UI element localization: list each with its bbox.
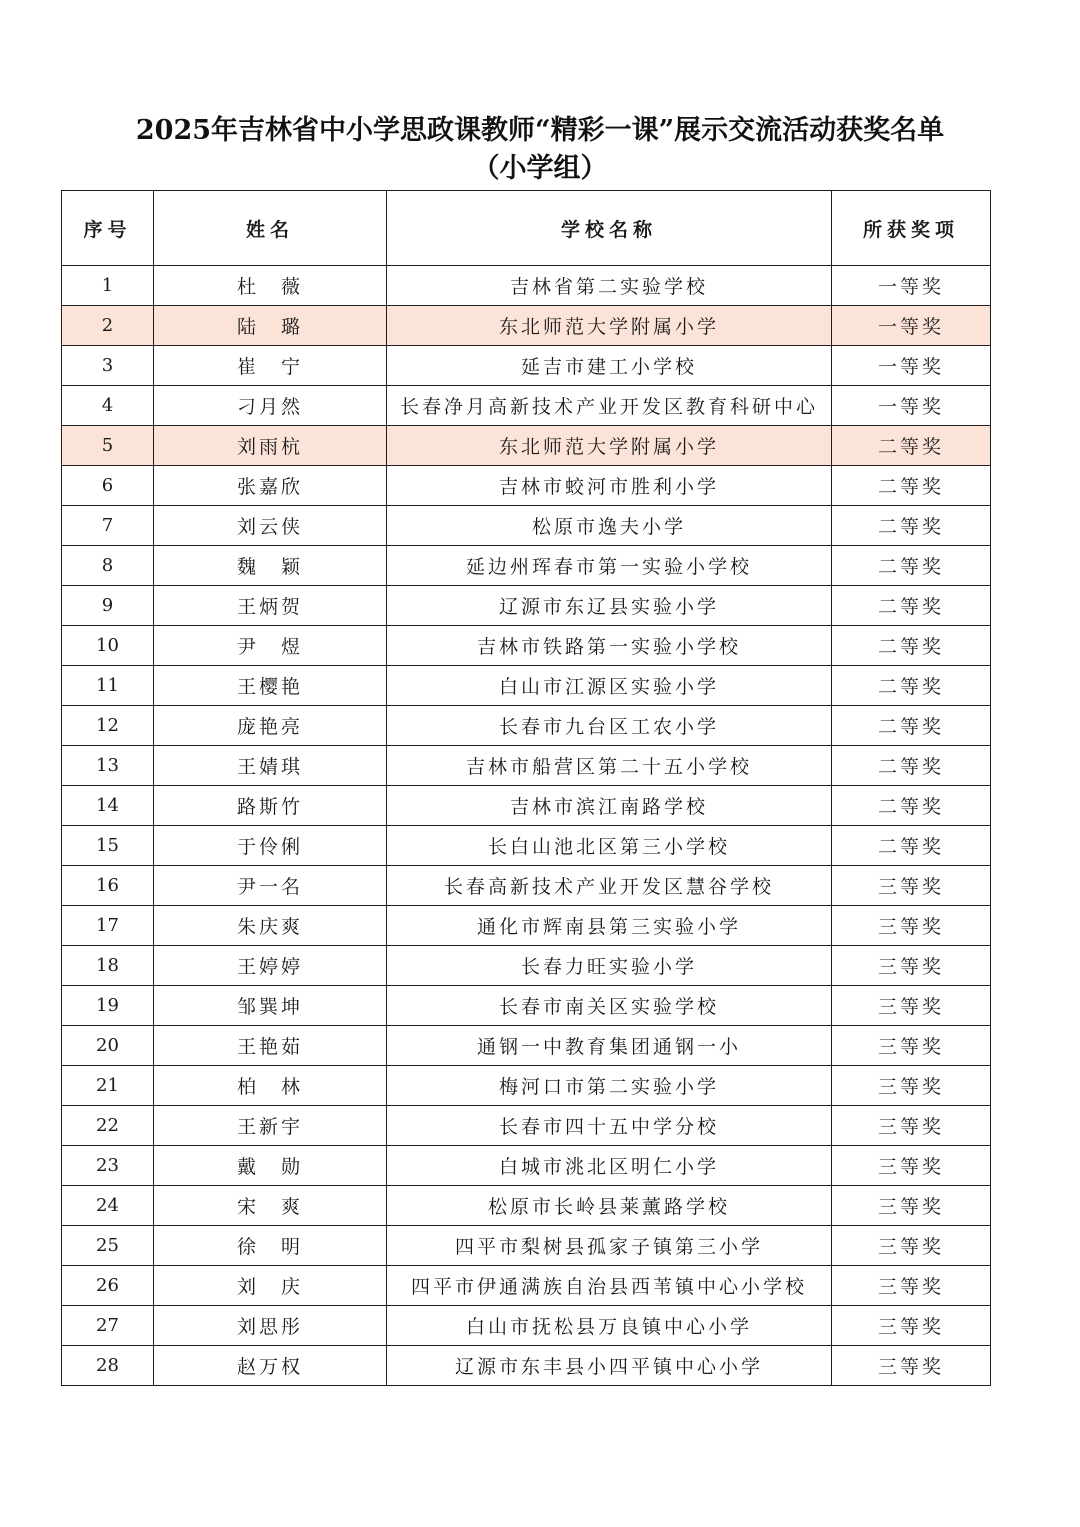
- page-subtitle: （小学组）: [472, 153, 608, 184]
- cell-school: 梅河口市第二实验小学: [387, 1066, 832, 1106]
- cell-award: 三等奖: [832, 1066, 991, 1106]
- cell-award: 一等奖: [832, 266, 991, 306]
- cell-school: 延吉市建工小学校: [387, 346, 832, 386]
- cell-no: 12: [62, 706, 154, 746]
- cell-no: 17: [62, 906, 154, 946]
- cell-no: 18: [62, 946, 154, 986]
- cell-school: 长春力旺实验小学: [387, 946, 832, 986]
- table-row: [62, 1186, 991, 1226]
- table-body: [62, 266, 991, 1386]
- table-row: [62, 346, 991, 386]
- cell-school: 吉林省第二实验学校: [387, 266, 832, 306]
- cell-school: 长春市南关区实验学校: [387, 986, 832, 1026]
- table-header-row: [62, 191, 991, 266]
- cell-no: 2: [62, 306, 154, 346]
- cell-award: 三等奖: [832, 986, 991, 1026]
- cell-name: 王樱艳: [154, 666, 387, 706]
- table-row: [62, 1026, 991, 1066]
- cell-name: 王婷婷: [154, 946, 387, 986]
- cell-award: 二等奖: [832, 426, 991, 466]
- cell-award: 二等奖: [832, 466, 991, 506]
- cell-school: 东北师范大学附属小学: [387, 426, 832, 466]
- cell-name: 刁月然: [154, 386, 387, 426]
- cell-name: 刘思彤: [154, 1306, 387, 1346]
- cell-award: 三等奖: [832, 1186, 991, 1226]
- table-row: [62, 746, 991, 786]
- table-row: [62, 1226, 991, 1266]
- cell-name: 宋 爽: [154, 1186, 387, 1226]
- cell-no: 15: [62, 826, 154, 866]
- cell-name: 魏 颖: [154, 546, 387, 586]
- cell-award: 二等奖: [832, 786, 991, 826]
- cell-school: 吉林市船营区第二十五小学校: [387, 746, 832, 786]
- cell-no: 21: [62, 1066, 154, 1106]
- cell-school: 白城市洮北区明仁小学: [387, 1146, 832, 1186]
- cell-award: 三等奖: [832, 946, 991, 986]
- cell-name: 王炳贺: [154, 586, 387, 626]
- cell-no: 20: [62, 1026, 154, 1066]
- cell-name: 张嘉欣: [154, 466, 387, 506]
- cell-name: 刘云侠: [154, 506, 387, 546]
- cell-award: 三等奖: [832, 866, 991, 906]
- cell-award: 一等奖: [832, 386, 991, 426]
- cell-award: 一等奖: [832, 346, 991, 386]
- cell-award: 一等奖: [832, 306, 991, 346]
- cell-award: 三等奖: [832, 1026, 991, 1066]
- table-row: [62, 1306, 991, 1346]
- header-name: 姓名: [154, 191, 387, 266]
- table-row: [62, 706, 991, 746]
- cell-no: 1: [62, 266, 154, 306]
- cell-no: 22: [62, 1106, 154, 1146]
- cell-name: 杜 薇: [154, 266, 387, 306]
- cell-school: 吉林市铁路第一实验小学校: [387, 626, 832, 666]
- cell-no: 10: [62, 626, 154, 666]
- cell-name: 徐 明: [154, 1226, 387, 1266]
- cell-school: 长春净月高新技术产业开发区教育科研中心: [387, 386, 832, 426]
- cell-school: 白山市抚松县万良镇中心小学: [387, 1306, 832, 1346]
- cell-award: 二等奖: [832, 626, 991, 666]
- cell-school: 长春市九台区工农小学: [387, 706, 832, 746]
- cell-school: 长白山池北区第三小学校: [387, 826, 832, 866]
- cell-school: 吉林市蛟河市胜利小学: [387, 466, 832, 506]
- cell-award: 三等奖: [832, 906, 991, 946]
- cell-award: 三等奖: [832, 1226, 991, 1266]
- table-row: [62, 1266, 991, 1306]
- cell-school: 松原市逸夫小学: [387, 506, 832, 546]
- cell-school: 辽源市东辽县实验小学: [387, 586, 832, 626]
- cell-no: 13: [62, 746, 154, 786]
- cell-award: 三等奖: [832, 1266, 991, 1306]
- cell-name: 刘 庆: [154, 1266, 387, 1306]
- cell-no: 26: [62, 1266, 154, 1306]
- cell-school: 通化市辉南县第三实验小学: [387, 906, 832, 946]
- cell-no: 4: [62, 386, 154, 426]
- cell-award: 三等奖: [832, 1306, 991, 1346]
- cell-award: 二等奖: [832, 746, 991, 786]
- cell-award: 三等奖: [832, 1106, 991, 1146]
- cell-school: 通钢一中教育集团通钢一小: [387, 1026, 832, 1066]
- cell-name: 尹 煜: [154, 626, 387, 666]
- awards-table: [61, 190, 991, 1386]
- cell-no: 27: [62, 1306, 154, 1346]
- cell-name: 崔 宁: [154, 346, 387, 386]
- table-row: [62, 1346, 991, 1386]
- cell-award: 二等奖: [832, 826, 991, 866]
- table-row: [62, 386, 991, 426]
- cell-award: 二等奖: [832, 506, 991, 546]
- cell-school: 长春市四十五中学分校: [387, 1106, 832, 1146]
- cell-school: 东北师范大学附属小学: [387, 306, 832, 346]
- header-award: 所获奖项: [832, 191, 991, 266]
- table-row: [62, 786, 991, 826]
- table-row: [62, 906, 991, 946]
- cell-award: 二等奖: [832, 546, 991, 586]
- header-no: 序号: [62, 191, 154, 266]
- table-row: [62, 866, 991, 906]
- table-row: [62, 586, 991, 626]
- cell-no: 16: [62, 866, 154, 906]
- table-row: [62, 1066, 991, 1106]
- cell-award: 二等奖: [832, 666, 991, 706]
- cell-no: 3: [62, 346, 154, 386]
- cell-school: 延边州珲春市第一实验小学校: [387, 546, 832, 586]
- table-row: [62, 306, 991, 346]
- cell-school: 四平市梨树县孤家子镇第三小学: [387, 1226, 832, 1266]
- cell-no: 6: [62, 466, 154, 506]
- table-row: [62, 946, 991, 986]
- cell-no: 7: [62, 506, 154, 546]
- table-row: [62, 626, 991, 666]
- cell-award: 二等奖: [832, 706, 991, 746]
- cell-award: 三等奖: [832, 1146, 991, 1186]
- cell-no: 25: [62, 1226, 154, 1266]
- cell-name: 于伶俐: [154, 826, 387, 866]
- cell-name: 王艳茹: [154, 1026, 387, 1066]
- cell-name: 王新宇: [154, 1106, 387, 1146]
- cell-no: 19: [62, 986, 154, 1026]
- table-row: [62, 986, 991, 1026]
- table-row: [62, 266, 991, 306]
- table-row: [62, 506, 991, 546]
- header-school: 学校名称: [387, 191, 832, 266]
- cell-name: 戴 勋: [154, 1146, 387, 1186]
- cell-no: 28: [62, 1346, 154, 1386]
- cell-no: 14: [62, 786, 154, 826]
- cell-school: 吉林市滨江南路学校: [387, 786, 832, 826]
- cell-award: 二等奖: [832, 586, 991, 626]
- cell-name: 朱庆爽: [154, 906, 387, 946]
- cell-name: 陆 璐: [154, 306, 387, 346]
- table-row: [62, 666, 991, 706]
- cell-school: 白山市江源区实验小学: [387, 666, 832, 706]
- cell-no: 23: [62, 1146, 154, 1186]
- table-row: [62, 1146, 991, 1186]
- cell-name: 刘雨杭: [154, 426, 387, 466]
- cell-no: 24: [62, 1186, 154, 1226]
- cell-school: 长春高新技术产业开发区慧谷学校: [387, 866, 832, 906]
- page-title: 2025年吉林省中小学思政课教师“精彩一课”展示交流活动获奖名单: [135, 115, 945, 146]
- table-row: [62, 826, 991, 866]
- cell-name: 赵万权: [154, 1346, 387, 1386]
- cell-no: 11: [62, 666, 154, 706]
- cell-no: 5: [62, 426, 154, 466]
- cell-award: 三等奖: [832, 1346, 991, 1386]
- table-row: [62, 1106, 991, 1146]
- table-row: [62, 426, 991, 466]
- cell-name: 路斯竹: [154, 786, 387, 826]
- cell-school: 辽源市东丰县小四平镇中心小学: [387, 1346, 832, 1386]
- cell-school: 松原市长岭县莱薰路学校: [387, 1186, 832, 1226]
- table-row: [62, 546, 991, 586]
- cell-school: 四平市伊通满族自治县西苇镇中心小学校: [387, 1266, 832, 1306]
- cell-name: 邹巽坤: [154, 986, 387, 1026]
- cell-name: 王婧琪: [154, 746, 387, 786]
- cell-name: 庞艳亮: [154, 706, 387, 746]
- table-row: [62, 466, 991, 506]
- cell-name: 尹一名: [154, 866, 387, 906]
- cell-name: 柏 林: [154, 1066, 387, 1106]
- cell-no: 8: [62, 546, 154, 586]
- cell-no: 9: [62, 586, 154, 626]
